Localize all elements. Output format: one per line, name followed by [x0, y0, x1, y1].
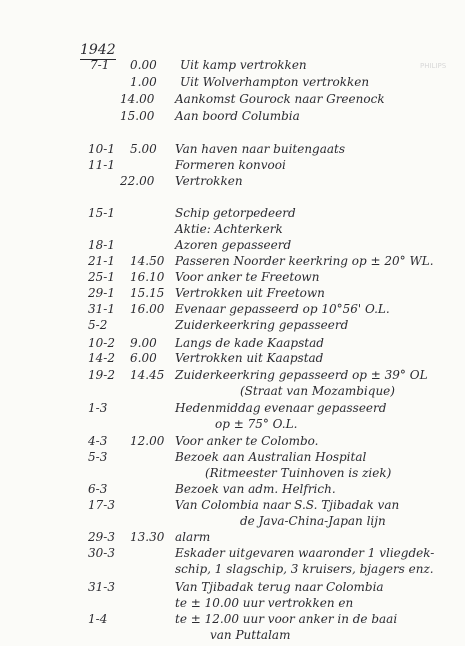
entry-time: 0.00 — [130, 58, 157, 72]
entry-date: 7-1 — [90, 58, 110, 72]
entry-text: Bezoek aan Australian Hospital — [175, 450, 367, 464]
entry-text: Bezoek van adm. Helfrich. — [175, 482, 336, 496]
entry-date: 18-1 — [88, 238, 115, 252]
entry-text: Evenaar gepasseerd op 10°56' O.L. — [175, 302, 390, 316]
entry-date: 31-1 — [88, 302, 115, 316]
diary-entry — [0, 174, 465, 192]
entry-date: 4-3 — [88, 434, 108, 448]
diary-entry — [0, 58, 465, 76]
entry-text: alarm — [175, 530, 211, 544]
entry-date: 14-2 — [88, 351, 115, 365]
diary-entry — [0, 628, 465, 646]
entry-date: 6-3 — [88, 482, 108, 496]
entry-date: 1-4 — [88, 612, 108, 626]
entry-text: Schip getorpedeerd — [175, 206, 296, 220]
entry-text: Zuiderkeerkring gepasseerd — [175, 318, 349, 332]
entry-text: Langs de kade Kaapstad — [175, 336, 324, 350]
entry-time: 22.00 — [120, 174, 155, 188]
entry-date: 11-1 — [88, 158, 115, 172]
entry-text: Voor anker te Colombo. — [175, 434, 319, 448]
entry-time: 5.00 — [130, 142, 157, 156]
diary-entry — [0, 92, 465, 110]
entry-text: (Ritmeester Tuinhoven is ziek) — [205, 466, 392, 480]
entry-text: (Straat van Mozambique) — [240, 384, 395, 398]
entry-text: Eskader uitgevaren waaronder 1 vliegdek- — [175, 546, 435, 560]
entry-time: 6.00 — [130, 351, 157, 365]
diary-entry — [0, 562, 465, 580]
diary-entry — [0, 384, 465, 402]
entry-text: op ± 75° O.L. — [215, 417, 298, 431]
year-heading: 1942 — [80, 42, 116, 58]
entry-text: Aankomst Gourock naar Greenock — [175, 92, 385, 106]
entry-text: Vertrokken uit Freetown — [175, 286, 325, 300]
entry-date: 17-3 — [88, 498, 115, 512]
entry-text: Formeren konvooi — [175, 158, 286, 172]
entry-date: 1-3 — [88, 401, 108, 415]
entry-text: te ± 10.00 uur vertrokken en — [175, 596, 354, 610]
entry-text: Uit kamp vertrokken — [180, 58, 307, 72]
diary-entry — [0, 318, 465, 336]
entry-date: 10-1 — [88, 142, 115, 156]
entry-date: 31-3 — [88, 580, 115, 594]
entry-time: 14.50 — [130, 254, 165, 268]
entry-time: 16.10 — [130, 270, 165, 284]
entry-date: 5-2 — [88, 318, 108, 332]
entry-date: 29-3 — [88, 530, 115, 544]
entry-text: Van Colombia naar S.S. Tjibadak van — [175, 498, 400, 512]
diary-entry — [0, 417, 465, 435]
entry-time: 9.00 — [130, 336, 157, 350]
entry-text: Vertrokken — [175, 174, 243, 188]
entry-text: de Java-China-Japan lijn — [240, 514, 386, 528]
entry-time: 16.00 — [130, 302, 165, 316]
entry-time: 12.00 — [130, 434, 165, 448]
entry-text: Passeren Noorder keerkring op ± 20° WL. — [175, 254, 434, 268]
entry-date: 10-2 — [88, 336, 115, 350]
entry-date: 19-2 — [88, 368, 115, 382]
entry-date: 5-3 — [88, 450, 108, 464]
entry-text: Aktie: Achterkerk — [175, 222, 283, 236]
entry-time: 15.00 — [120, 109, 155, 123]
entry-time: 1.00 — [130, 75, 157, 89]
entry-date: 15-1 — [88, 206, 115, 220]
entry-date: 25-1 — [88, 270, 115, 284]
entry-date: 30-3 — [88, 546, 115, 560]
diary-entry — [0, 75, 465, 93]
entry-text: Van Tjibadak terug naar Colombia — [175, 580, 384, 594]
entry-date: 21-1 — [88, 254, 115, 268]
entry-text: te ± 12.00 uur voor anker in de baai — [175, 612, 398, 626]
entry-text: Azoren gepasseerd — [175, 238, 292, 252]
watermark: PHILIPS — [420, 62, 447, 70]
entry-text: Hedenmiddag evenaar gepasseerd — [175, 401, 387, 415]
entry-text: Aan boord Columbia — [175, 109, 300, 123]
entry-text: van Puttalam — [210, 628, 291, 642]
entry-date: 29-1 — [88, 286, 115, 300]
entry-time: 14.00 — [120, 92, 155, 106]
diary-entry — [0, 109, 465, 127]
entry-text: Zuiderkeerkring gepasseerd op ± 39° OL — [175, 368, 428, 382]
entry-text: Vertrokken uit Kaapstad — [175, 351, 324, 365]
entry-time: 13.30 — [130, 530, 165, 544]
entry-time: 15.15 — [130, 286, 165, 300]
entry-text: schip, 1 slagschip, 3 kruisers, bjagers enz. — [175, 562, 434, 576]
entry-time: 14.45 — [130, 368, 165, 382]
entry-text: Voor anker te Freetown — [175, 270, 320, 284]
diary-entry — [0, 351, 465, 369]
entry-text: Van haven naar buitengaats — [175, 142, 346, 156]
entry-text: Uit Wolverhampton vertrokken — [180, 75, 370, 89]
